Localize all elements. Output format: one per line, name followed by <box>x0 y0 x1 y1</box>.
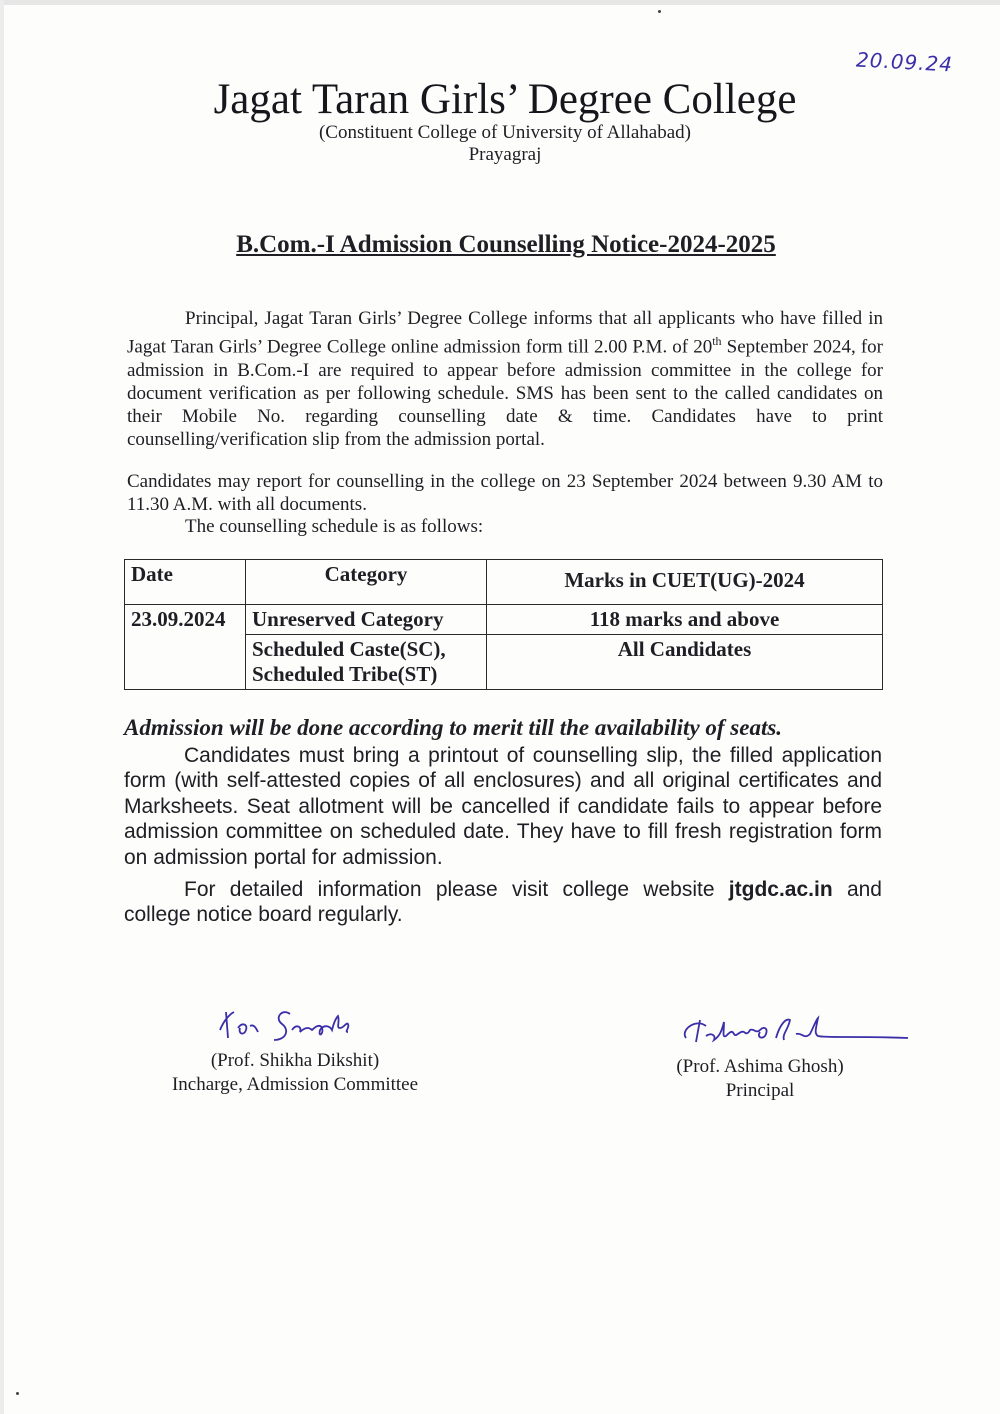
right-signature <box>676 1008 916 1054</box>
left-signatory-role: Incharge, Admission Committee <box>171 1074 419 1095</box>
right-signatory-role: Principal <box>725 1080 795 1101</box>
category-cell <box>246 635 487 690</box>
right-signatory-name: (Prof. Ashima Ghosh) <box>676 1056 844 1077</box>
left-signatory-name: (Prof. Shikha Dikshit) <box>210 1050 380 1071</box>
scan-edge <box>0 0 4 1414</box>
college-name: Jagat Taran Girls’ Degree College <box>213 76 797 123</box>
schedule-intro: The counselling schedule is as follows: <box>185 516 484 537</box>
schedule-date: 23.09.2024 <box>125 605 246 690</box>
college-city: Prayagraj <box>468 144 542 165</box>
scan-edge <box>0 0 1000 5</box>
instructions-paragraph: Candidates must bring a printout of counselling slip, the filled application form (with self-attested copies of all enclosures) and all original certificates and Marksheets. Seat allotment will be cancelled if candidate fails to appear before admission committee on scheduled date. They have to fill fresh registration form on admission portal for admission. <box>124 744 882 869</box>
reporting-paragraph: Candidates may report for counselling in the college on 23 September 2024 between 9.30 AM to 11.30 A.M. with all documents. <box>127 471 883 516</box>
handwritten-date: 20.09.24 <box>855 47 954 77</box>
header-marks: Marks in CUET(UG)-2024 <box>487 560 883 605</box>
college-affiliation: (Constituent College of University of Allahabad) <box>318 122 691 143</box>
website-text: and college notice board regularly. <box>124 878 882 927</box>
ordinal-suffix: th <box>712 334 722 349</box>
intro-text-part: Principal, Jagat Taran Girls’ Degree College informs that all applicants who have filled in Jagat Taran Girls’ Degree College online admission form till 2.00 P.M. of 20 <box>127 308 883 358</box>
category-cell: Unreserved Category <box>246 605 487 635</box>
college-website: jtgdc.ac.in <box>728 878 833 901</box>
header-date: Date <box>125 560 246 605</box>
left-signature <box>212 1002 412 1048</box>
header-category: Category <box>246 560 487 605</box>
category-line: Scheduled Tribe(ST) <box>252 662 438 686</box>
website-text: For detailed information please visit college website <box>184 878 729 901</box>
table-row <box>125 605 883 635</box>
scan-speck <box>658 10 661 13</box>
table-header-row <box>125 560 883 605</box>
counselling-schedule-table <box>124 559 883 690</box>
intro-paragraph <box>127 307 883 452</box>
intro-text-part: September 2024, for admission in B.Com.-I are required to appear before admission committee in the college for document verification as per following schedule. SMS has been sent to the called candidates on their Mobile No. regarding counselling date & time. Candidates have to print counselling/verification slip from the admission portal. <box>127 336 884 451</box>
marks-cell: All Candidates <box>487 635 883 690</box>
notice-title: B.Com.-I Admission Counselling Notice-2024-2025 <box>236 231 776 258</box>
marks-cell: 118 marks and above <box>487 605 883 635</box>
scan-speck <box>16 1392 19 1395</box>
category-line: Scheduled Caste(SC), <box>252 637 446 661</box>
website-paragraph <box>124 877 882 928</box>
merit-note: Admission will be done according to merit till the availability of seats. <box>124 715 783 740</box>
